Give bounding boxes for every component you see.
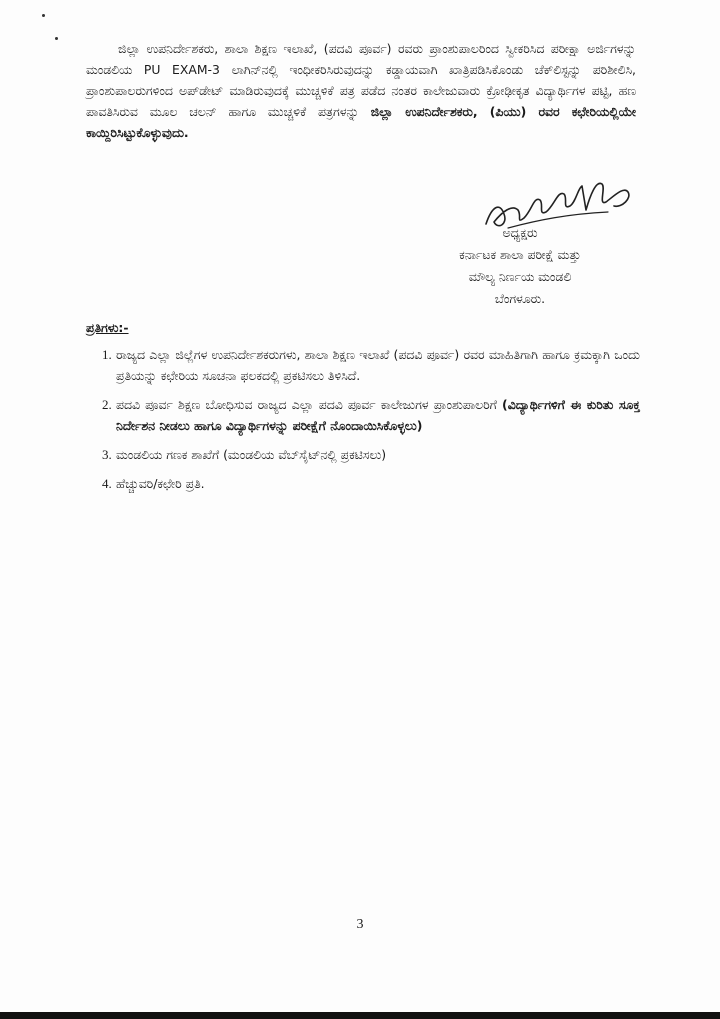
list-item-number: 1. xyxy=(102,347,112,362)
signatory-city: ಬೆಂಗಳೂರು. xyxy=(494,291,546,306)
scan-speck xyxy=(55,37,58,40)
list-item-text: ಹೆಚ್ಚುವರಿ/ಕಛೇರಿ ಪ್ರತಿ. xyxy=(116,476,205,491)
signatory-org-line2: ಮೌಲ್ಯ ನಿರ್ಣಯ ಮಂಡಲಿ xyxy=(468,269,572,284)
list-item-text-bold: (ವಿದ್ಯಾರ್ಥಿಗಳಿಗೆ ಈ ಕುರಿತು ಸೂಕ್ತ ನಿರ್ದೇಶನ ನೀಡಲು ಹಾಗೂ ವಿದ್ಯಾರ್ಥಿಗಳನ್ನು ಪರೀಕ್ಷೆಗೆ ನೊಂದಾಯಿಸಿಕೊಳ್ಳಲು) xyxy=(116,397,640,433)
list-item-number: 4. xyxy=(102,476,112,491)
list-item-text: ಪದವಿ ಪೂರ್ವ ಶಿಕ್ಷಣ ಬೋಧಿಸುವ ರಾಜ್ಯದ ಎಲ್ಲಾ ಪದವಿ ಪೂರ್ವ ಕಾಲೇಜುಗಳ ಪ್ರಾಂಶುಪಾಲರಿಗೆ xyxy=(116,397,497,412)
body-text: ಜಿಲ್ಲಾ ಉಪನಿರ್ದೇಶಕರು, ಶಾಲಾ ಶಿಕ್ಷಣ ಇಲಾಖೆ, (ಪದವಿ ಪೂರ್ವ) ರವರು ಪ್ರಾಂಶುಪಾಲರಿಂದ ಸ್ವೀಕರಿಸಿದ ಪರೀಕ್ಷಾ ಅರ್ಜಿಗಳನ್ನು ಮಂಡಲಿಯ PU EXAM-3 ಲಾಗಿನ್‌ನಲ್ಲಿ ಇಂಧೀಕರಿಸಿರುವುದನ್ನು ಕಡ್ಡಾಯವಾಗಿ ಖಾತ್ರಿಪಡಿಸಿಕೊಂಡು ಚೆಕ್‌ಲಿಸ್ಟನ್ನು ಪರಿಶೀಲಿಸಿ, ಪ್ರಾಂಶುಪಾಲರುಗಳಿಂದ ಅಪ್‌ಡೇಟ್ ಮಾಡಿರುವುದಕ್ಕೆ ಮುಚ್ಚಳಿಕೆ ಪತ್ರ ಪಡೆದ ನಂತರ ಕಾಲೇಜುವಾರು ಕ್ರೋಢೀಕೃತ ವಿದ್ಯಾರ್ಥಿಗಳ ಪಟ್ಟಿ, ಹಣ ಪಾವತಿಸಿರುವ ಮೂಲ ಚಲನ್ ಹಾಗೂ ಮುಚ್ಚಳಿಕೆ ಪತ್ರಗಳನ್ನು xyxy=(86,41,636,119)
signatory-org-line1: ಕರ್ನಾಟಕ ಶಾಲಾ ಪರೀಕ್ಷೆ ಮತ್ತು xyxy=(459,247,581,262)
list-item-text: ಮಂಡಲಿಯ ಗಣಕ ಶಾಖೆಗೆ (ಮಂಡಲಿಯ ವೆಬ್‌ಸೈಟ್‌ನಲ್ಲಿ ಪ್ರಕಟಿಸಲು) xyxy=(116,447,387,462)
body-text-bold: ಜಿಲ್ಲಾ ಉಪನಿರ್ದೇಶಕರು, (ಪಿಯು) ರವರ ಕಛೇರಿಯಲ್ಲಿಯೇ ಕಾಯ್ದಿರಿಸಿಟ್ಟುಕೊಳ್ಳುವುದು. xyxy=(86,104,636,140)
copies-list-item xyxy=(86,344,640,386)
signatory-title: ಅಧ್ಯಕ್ಷರು xyxy=(502,225,538,240)
scan-speck xyxy=(42,14,45,17)
copies-list xyxy=(86,344,640,502)
copies-heading: ಪ್ರತಿಗಳು:- xyxy=(86,320,129,335)
list-item-number: 3. xyxy=(102,447,112,462)
signatory-block xyxy=(420,222,620,310)
scan-bottom-edge xyxy=(0,1012,720,1019)
page-number: 3 xyxy=(356,917,364,932)
list-item-number: 2. xyxy=(102,397,112,412)
copies-list-item xyxy=(86,444,640,465)
copies-list-item xyxy=(86,394,640,436)
body-paragraph xyxy=(86,38,636,143)
copies-list-item xyxy=(86,473,640,494)
list-item-text: ರಾಜ್ಯದ ಎಲ್ಲಾ ಜಿಲ್ಲೆಗಳ ಉಪನಿರ್ದೇಶಕರುಗಳು, ಶಾಲಾ ಶಿಕ್ಷಣ ಇಲಾಖೆ (ಪದವಿ ಪೂರ್ವ) ರವರ ಮಾಹಿತಿಗಾಗಿ ಹಾಗೂ ಕ್ರಮಕ್ಕಾಗಿ ಒಂದು ಪ್ರತಿಯನ್ನು ಕಛೇರಿಯ ಸೂಚನಾ ಫಲಕದಲ್ಲಿ ಪ್ರಕಟಿಸಲು ತಿಳಿಸಿದೆ. xyxy=(116,347,640,383)
